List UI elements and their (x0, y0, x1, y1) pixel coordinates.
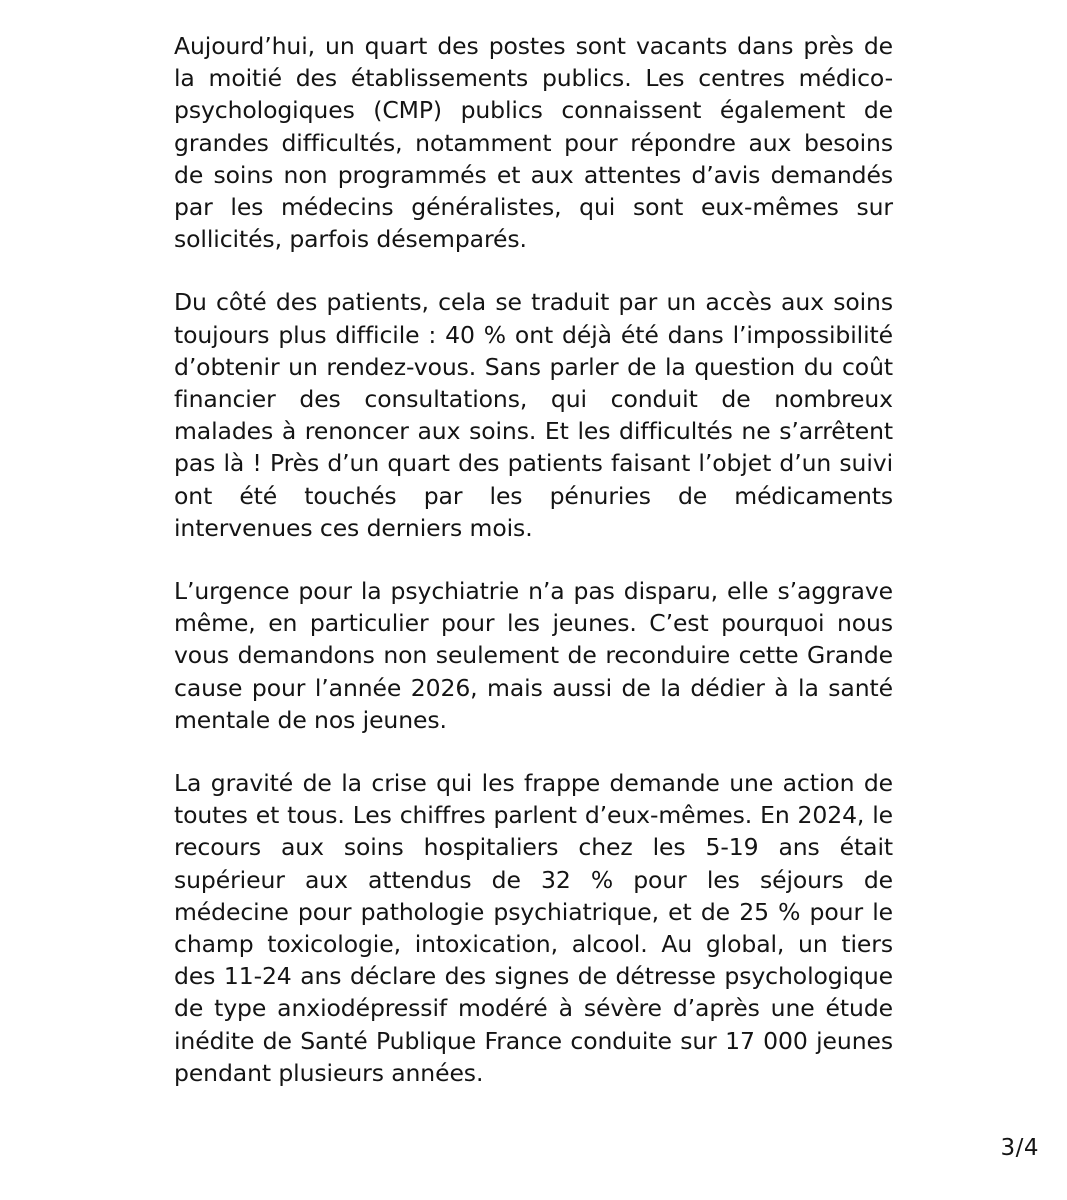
paragraph-vacant-posts: Aujourd’hui, un quart des postes sont vacants dans près de la moitié des établissements publics. Les centres médico-psychologiques (CMP) publics connaissent également de grandes difficultés, notamment pour répondre aux besoins de soins non programmés et aux attentes d’avis demandés par les médecins généralistes, qui sont eux-mêmes sur sollicités, parfois désemparés. (174, 32, 893, 254)
paragraph-patient-access: Du côté des patients, cela se traduit par un accès aux soins toujours plus difficile : 40 % ont déjà été dans l’impossibilité d’obtenir un rendez-vous. Sans parler de la question du coût financier des consultations, qui conduit de nombreux malades à renoncer aux soins. Et les difficultés ne s’arrêtent pas là ! Près d’un quart des patients faisant l’objet d’un suivi ont été touchés par les pénuries de médicaments intervenues ces derniers mois. (174, 288, 893, 542)
page-number: 3/4 (1000, 1135, 1039, 1161)
paragraph-crisis-figures: La gravité de la crise qui les frappe demande une action de toutes et tous. Les chiffres parlent d’eux-mêmes. En 2024, le recours aux soins hospitaliers chez les 5-19 ans était supérieur aux attendus de 32 % pour les séjours de médecine pour pathologie psychiatrique, et de 25 % pour le champ toxicologie, intoxication, alcool. Au global, un tiers des 11-24 ans déclare des signes de détresse psychologique de type anxiodépressif modéré à sévère d’après une étude inédite de Santé Publique France conduite sur 17 000 jeunes pendant plusieurs années. (174, 769, 893, 1087)
paragraph-youth-urgency: L’urgence pour la psychiatrie n’a pas disparu, elle s’aggrave même, en particulier pour les jeunes. C’est pourquoi nous vous demandons non seulement de reconduire cette Grande cause pour l’année 2026, mais aussi de la dédier à la santé mentale de nos jeunes. (174, 577, 893, 734)
letter-body (174, 30, 893, 1089)
